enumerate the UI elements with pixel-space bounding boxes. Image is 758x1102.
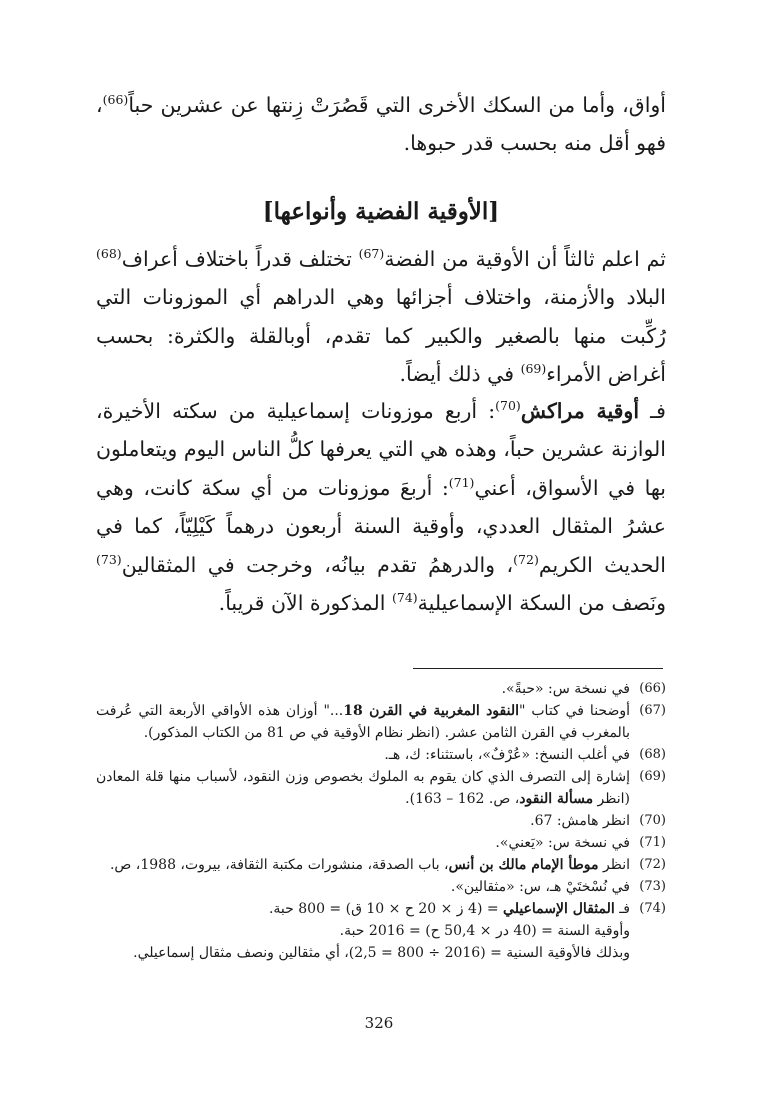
footnote-ref-73: (73) [96, 551, 122, 567]
paragraph-3-prefix: فـ [639, 399, 666, 423]
footnote-book-title: النقود المغربية في القرن 18 [343, 703, 520, 719]
footnote-text: في نسخة س: «حبةً». [501, 681, 630, 697]
paragraph-1 [96, 86, 666, 163]
footnote [96, 700, 666, 744]
footnote-rest: ، باب الصدقة، منشورات مكتبة الثقافة، بيروت، 1988، ص. [109, 857, 449, 873]
footnote-number: (67) [639, 703, 666, 718]
paragraph-3-lead: أوقية مراكش [520, 399, 640, 423]
footnote-text [96, 854, 630, 876]
page-number: 326 [364, 1014, 394, 1032]
footnote-pre: إشارة إلى التصرف الذي كان يقوم به الملوك بخصوص وزن النقود، لأسباب منها قلة المعادن (انظر [96, 769, 630, 807]
paragraph-2-text-2: تختلف قدراً باختلاف أعراف [121, 247, 359, 271]
footnotes [96, 678, 666, 964]
footnote [96, 766, 666, 810]
footnote-rest: ، ص. 162 – 163). [405, 791, 520, 807]
footnote-text [96, 700, 630, 744]
footnote-book-title: مسألة النقود [519, 791, 594, 807]
section-heading: [الأوقية الفضية وأنواعها] [262, 198, 500, 225]
footnote-continuation: وأوقية السنة = (40 در × 50,4 ح) = 2016 حبة. [339, 923, 630, 939]
paragraph-3-text-3: ، والدرهمُ تقدم بيانُه، وخرجت في المثقالين [121, 552, 514, 577]
footnote-pre: أوضحنا في كتاب " [519, 703, 630, 719]
paragraph-2-text-1: ثم اعلم ثالثاً أن الأوقية من الفضة [384, 247, 666, 271]
footnote-number: (70) [639, 813, 666, 828]
footnote-rest: = (4 ز × 20 ح × 10 ق) = 800 حبة. [268, 901, 504, 917]
footnote-text: في نسخة س: «يَعني». [495, 835, 630, 851]
footnote-number: (72) [639, 857, 666, 872]
paragraph-3-text-1: : أربع موزونات إسماعيلية من سكته الأخيرة، الوازنة عشرين حباً، وهذه هي التي يعرفها كلُّ الناس اليوم ويتعاملون بها في الأسواق، أعني [95, 399, 666, 500]
footnote [96, 832, 666, 854]
footnote-text: في أغلب النسخ: «عُرْفٌ»، باستثناء: ك، هـ. [384, 747, 630, 763]
footnote-text: في نُسْختَيْ هـ، س: «مثقالين». [450, 879, 630, 895]
footnote-ref-72: (72) [513, 551, 539, 567]
footnote-number: (71) [639, 835, 666, 850]
paragraph-3-text-2: : أربعَ موزونات من أي سكة كانت، وهي عشرُ المثقال العددي، وأوقية السنة أربعون درهماً كَيْلِيّاً، كما في الحديث الكريم [96, 475, 666, 577]
footnote [96, 898, 666, 920]
footnote [96, 744, 666, 766]
footnote-pre: فـ [614, 901, 630, 917]
footnote-pre: انظر [598, 857, 630, 873]
footnote-term: المثقال الإسماعيلي [503, 901, 615, 917]
paragraph-2-text-4: في ذلك أيضاً. [399, 362, 521, 387]
footnote-number: (66) [639, 681, 666, 696]
footnote-number: (73) [639, 879, 666, 894]
paragraph-3-text-4: ونَصف من السكة الإسماعيلية [417, 591, 666, 616]
paragraph-3 [96, 392, 666, 622]
footnote-number: (74) [639, 901, 666, 916]
footnote-book-title: موطأ الإمام مالك بن أنس [448, 857, 599, 873]
footnote [96, 876, 666, 898]
footnote-ref-67: (67) [358, 246, 385, 262]
footnote-ref-74: (74) [391, 590, 418, 606]
footnote-text: انظر هامش: 67. [530, 813, 630, 829]
footnote-rest: ..." أوزان هذه الأواقي الأربعة التي عُرفت بالمغرب في القرن الثامن عشر. (انظر نظام الأوقية في ص 81 من الكتاب المذكور). [96, 703, 630, 741]
footnote-separator [413, 668, 663, 669]
footnote-ref-68: (68) [96, 246, 122, 262]
footnote-number: (69) [639, 769, 666, 784]
footnote-ref-69: (69) [520, 361, 547, 377]
footnote-number: (68) [639, 747, 666, 762]
paragraph-1-text-a: أواق، وأما من السكك الأخرى التي قَصُرَتْ زِنتها عن عشرين حباً [128, 93, 666, 117]
footnote-ref-70: (70) [495, 398, 521, 414]
footnote [96, 678, 666, 700]
footnote [96, 854, 666, 876]
footnote [96, 810, 666, 832]
paragraph-1-text-b: ، فهو أقل منه بحسب قدر حبوها. [96, 93, 666, 156]
paragraph-3-text-5: المذكورة الآن قريباً. [218, 591, 392, 616]
paragraph-2 [96, 240, 666, 394]
footnote-text [96, 898, 630, 920]
paragraph-2-text-3: البلاد والأزمنة، واختلاف أجزائها وهي الدراهم أي الموزونات التي رُكِّبت منها بالصغير والكبير كما تقدم، أوبالقلة والكثرة: بحسب أغراض الأمراء [96, 285, 666, 387]
footnote-continuation: وبذلك فالأوقية السنية = (2016 ÷ 800 = 2,5)، أي مثقالين ونصف مثقال إسماعيلي. [133, 945, 630, 961]
footnote-ref-66: (66) [102, 92, 129, 108]
footnote-ref-71: (71) [448, 474, 475, 490]
footnote-text [96, 766, 630, 810]
